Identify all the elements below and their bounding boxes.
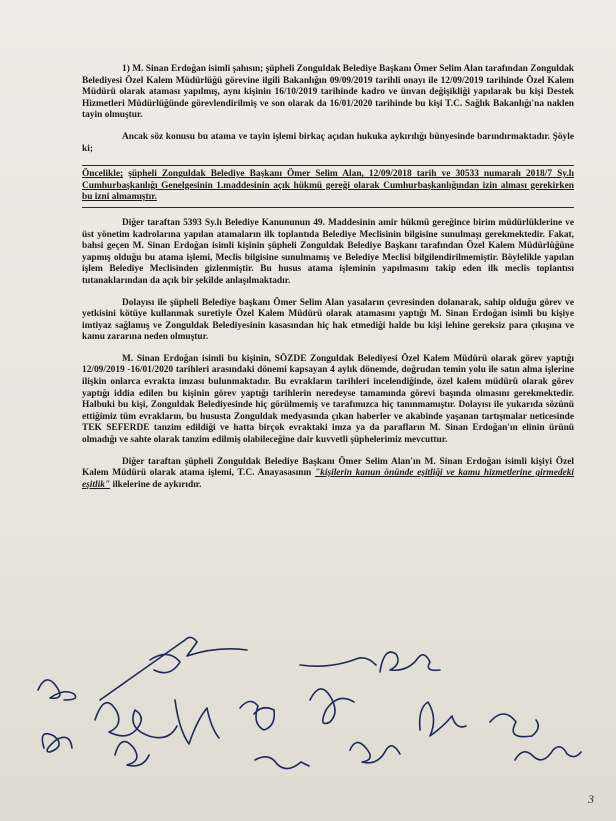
paragraph-7-a: Diğer taraftan şüpheli Zonguldak Belediye Başkanı Ömer Selim Alan'ın M. Sinan Erdoğan isimli kişiyi Özel Kalem Müdürü olarak atama işlemi, T.C. Anayasasının [82, 456, 574, 479]
paragraph-3-lead: Öncelikle; [82, 169, 124, 180]
signature-14 [420, 702, 466, 736]
page-number: 3 [588, 792, 594, 806]
paragraph-7-b: ilkelerine de aykırıdır. [112, 479, 202, 490]
signature-6 [150, 654, 180, 672]
signature-8 [240, 701, 274, 730]
signature-13 [380, 652, 440, 672]
paragraph-2: Ancak söz konusu bu atama ve tayin işlemi birkaç açıdan hukuka aykırılığı bünyesinde barındırmaktadır. Şöyle ki; [82, 131, 574, 154]
signature-7 [175, 700, 219, 744]
signature-11 [300, 658, 376, 666]
paragraph-6: M. Sinan Erdoğan isimli bu kişinin, SÖZDE Zonguldak Belediyesi Özel Kalem Müdürü olarak görev yaptığı 12/09/2019 -16/01/2020 tarihleri arasındaki dönemi kapsayan 4 aylık dönemde, doğrudan temin yolu ile satın alma işlerine ilişkin onlarca evrakta imzası bulunmaktadır. Bu evrakların tarihleri incelendiğinde, özel kalem müdürü olarak görev yaptığı iddia edilen bu kişinin görev yaptığı tarihlerin neredeyse tamamında görevi başında olmasını gerekmektedir. Halbuki bu kişi, Zonguldak Belediyesinde hiç görülmemiş ve tarafımızca hiç tanınmamıştır. Dolayısı ile yukarıda sözünü ettiğimiz tüm evrakların, bu hususta Zonguldak medyasında çıkan haberler ve akabinde yaşanan tartışmalar neticesinde TEK SEFERDE tanzim edildiği ve hatta birçok evraktaki imza ya da parafların M. Sinan Erdoğan'ın elinin ürünü olmadığı ve sahte olarak tanzim edilmiş olabileceğine dair kuvvetli şüphelerimiz mevcuttur. [82, 353, 574, 446]
paragraph-1-text: M. Sinan Erdoğan isimli şahısın; şüpheli Zonguldak Belediye Başkanı Ömer Selim Alan tarafından Zonguldak Belediyesi Özel Kalem Müdürlüğü görevine ilgili Bakanlığın 09/09/2019 tarihli onayı ile 12/09/2019 tarihinde Özel Kalem Müdürü olarak ataması yapılmış, aynı kişinin 16/10/2019 tarihinde kadro ve ünvan değişikliği yapılarak bu kişi Destek Hizmetleri Müdürlüğünde görevlendirilmiş ve son olarak da 16/01/2020 tarihinde bu kişi T.C. Sağlık Bakanlığı'na naklen tayin olmuştur. [82, 64, 575, 121]
signature-1 [38, 680, 76, 700]
paragraph-4: Diğer taraftan 5393 Sy.lı Belediye Kanununun 49. Maddesinin amir hükmü gereğince birim müdürlüklerine ve üst yönetim kadrolarına yapılan atamaların ilk toplantıda Belediye Meclisinin bilgisine sunulmaşı gerekmektedir. Fakat, bahsi geçen M. Sinan Erdoğan isimli kişinin şüpheli Zonguldak Belediye Başkanı tarafından Özel Kalem Müdürlüğüne yapmış olduğu bu atama işlemi, Meclis bilgisine sunulmamış ve Belediye Meclisi bilgilendirilmemiştir. Böylelikle yapılan işlem Belediye Meclisinden gizlenmiştir. Bu husus atama işleminin yapılmasını takip eden ilk meclis toplantısı tutanaklarından da açık bir şekilde anlaşılmaktadır. [82, 217, 574, 286]
signature-2 [42, 734, 72, 752]
signature-3 [95, 703, 177, 738]
paragraph-3-text: şüpheli Zonguldak Belediye Başkanı Ömer Selim Alan, 12/09/2018 tarih ve 30533 numaralı 2018/7 Sy.lı Cumhurbaşkanlığı Genelgesinin 1.maddesinin açık hükmü gereği olarak Cumhurbaşkanlığından izin alması gerekirken bu izni almamıştır. [82, 169, 575, 203]
signature-10 [310, 689, 354, 724]
paragraph-5: Dolayısı ile şüpheli Belediye başkanı Ömer Selim Alan yasaların çevresinden dolanarak, sahip olduğu görev ve yetkisini kötüye kullanmak suretiyle Özel Kalem Müdürü olarak atamasını yaptığı M. Sinan Erdoğan isimli bu kişiye imtiyaz sağlamış ve Zonguldak Belediyesinin kasasından hiç hak etmediği halde bu kişi lehine gereksiz para çıkışına ve kamu zararına neden olmuştur. [82, 297, 574, 343]
signature-9 [255, 757, 309, 769]
signature-16 [515, 747, 581, 760]
signature-12 [350, 742, 400, 762]
signature-15 [490, 714, 538, 737]
signature-4 [115, 742, 149, 766]
paragraph-1-number: 1) [122, 64, 130, 74]
paragraph-7-quote: "kişilerin kanun önünde eşitliği ve kamu hizmetlerine girmedeki eşitlik" [82, 468, 574, 490]
